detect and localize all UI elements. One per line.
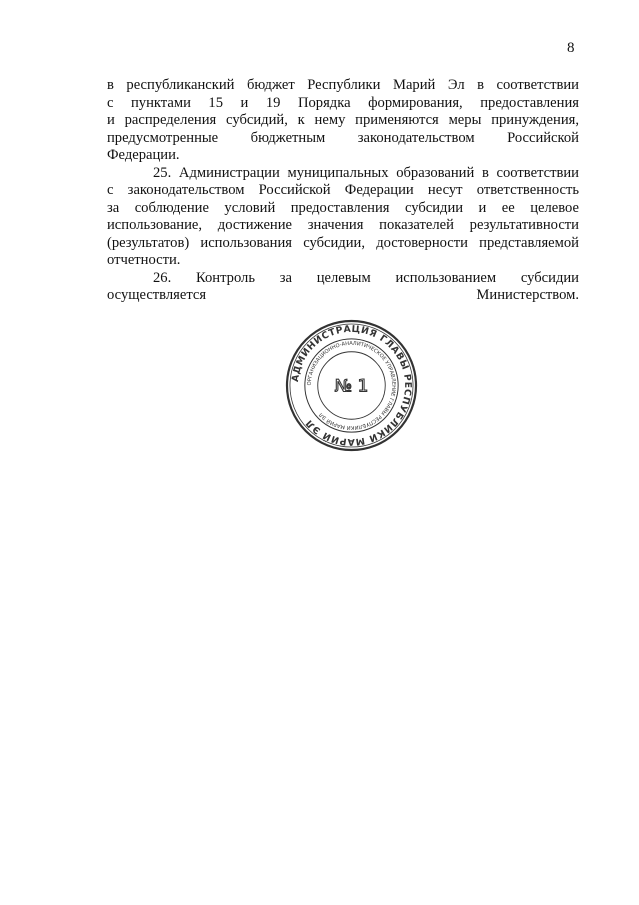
seal-outer-text: АДМИНИСТРАЦИЯ ГЛАВЫ РЕСПУБЛИКИ МАРИЙ ЭЛ	[289, 323, 414, 448]
page-number: 8	[567, 40, 575, 56]
text-line: 25. Администрации муниципальных образований в соответствии	[153, 164, 579, 181]
seal-inner-text: ОРГАНИЗАЦИОННО-АНАЛИТИЧЕСКОЕ УПРАВЛЕНИЕ ГЛАВЫ РЕСПУБЛИКИ МАРИЙ ЭЛ	[306, 340, 397, 431]
paragraph-25	[107, 165, 579, 270]
paragraph-continuation	[107, 77, 579, 165]
text-line: 26. Контроль за целевым использованием субсидии	[153, 269, 579, 286]
official-seal-stamp	[285, 319, 418, 452]
text-line: отчетности.	[107, 252, 181, 268]
seal-icon	[285, 319, 418, 452]
text-line: за соблюдение условий предоставления субсидии и ее целевое	[107, 199, 579, 216]
text-line: в республиканский бюджет Республики Марий Эл в соответствии	[107, 77, 579, 93]
document-body	[107, 77, 579, 305]
text-line: осуществляется Министерством.	[107, 287, 579, 303]
text-line: с пунктами 15 и 19 Порядка формирования, предоставления	[107, 94, 579, 111]
text-line: (результатов) использования субсидии, достоверности представляемой	[107, 234, 579, 251]
text-line: использование, достижение значения показателей результативности	[107, 217, 579, 233]
text-line: предусмотренные бюджетным законодательством Российской	[107, 129, 579, 146]
paragraph-26	[107, 270, 579, 305]
text-line: и распределения субсидий, к нему применяются меры принуждения,	[107, 112, 579, 128]
text-line: Федерации.	[107, 147, 180, 163]
seal-number: № 1	[334, 375, 369, 396]
text-line: с законодательством Российской Федерации несут ответственность	[107, 182, 579, 198]
